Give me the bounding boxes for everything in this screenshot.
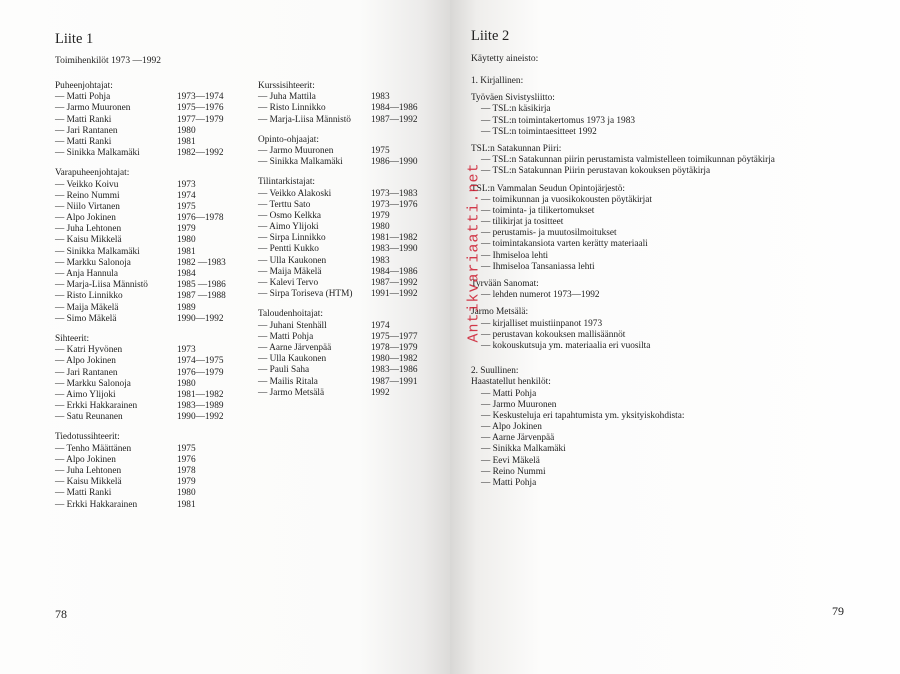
source-item: — Ihmiseloa lehti — [481, 250, 549, 261]
official-years: 1980 — [177, 235, 196, 246]
official-years: 1983—1990 — [371, 244, 418, 255]
page-title: Liite 2 — [471, 28, 510, 44]
official-name: — Tenho Määttänen — [55, 443, 132, 454]
group-heading: Taloudenhoitajat: — [258, 309, 323, 320]
official-name: — Marja-Liisa Männistö — [258, 114, 351, 125]
official-years: 1982—1992 — [177, 148, 224, 159]
official-years: 1978 — [177, 466, 196, 477]
official-row — [258, 278, 448, 289]
official-years: 1973 — [177, 179, 196, 190]
official-row — [258, 211, 448, 222]
official-name: — Kalevi Tervo — [258, 278, 319, 289]
official-name: — Aimo Ylijoki — [258, 222, 319, 233]
official-name: — Alpo Jokinen — [55, 213, 116, 224]
source-item: — Sinikka Malkamäki — [481, 444, 566, 455]
official-row — [55, 103, 255, 114]
official-name: — Ulla Kaukonen — [258, 255, 327, 266]
official-years: 1981 — [177, 246, 196, 257]
official-row — [55, 115, 255, 126]
source-material-list — [471, 76, 775, 489]
officials-group — [55, 432, 255, 510]
source-item: — Alpo Jokinen — [481, 422, 542, 433]
official-row — [55, 191, 255, 202]
official-years: 1973—1976 — [371, 199, 418, 210]
official-years: 1981 — [177, 499, 196, 510]
official-row — [258, 92, 448, 103]
official-row — [55, 303, 255, 314]
source-heading: 1. Kirjallinen: — [471, 76, 524, 86]
official-row — [55, 247, 255, 258]
official-row — [258, 157, 448, 168]
source-item: — toimikunnan ja vuosikokousten pöytäkirjat — [481, 194, 652, 205]
group-heading: Opinto-ohjaajat: — [258, 134, 319, 145]
official-row — [55, 235, 255, 246]
source-item: — Ihmiseloa Tansaniassa lehti — [481, 261, 595, 272]
official-years: 1982 —1983 — [177, 257, 226, 268]
official-years: 1983 — [371, 255, 390, 266]
official-row — [55, 213, 255, 224]
source-heading: Työväen Sivistysliitto: — [471, 93, 555, 104]
official-name: — Sinikka Malkamäki — [258, 157, 343, 168]
official-name: — Risto Linnikko — [258, 103, 326, 114]
official-years: 1973—1983 — [371, 188, 418, 199]
official-years: 1981—1982 — [371, 233, 418, 244]
official-row — [55, 477, 255, 488]
official-row — [55, 148, 255, 159]
source-item: — TSL:n toimintakertomus 1973 ja 1983 — [481, 115, 635, 126]
official-row — [258, 321, 448, 332]
source-item: — lehden numerot 1973—1992 — [481, 290, 600, 301]
official-name: — Sirpa Toriseva (HTM) — [258, 289, 353, 300]
official-years: 1977—1979 — [177, 114, 224, 125]
official-row — [55, 280, 255, 291]
official-name: — Jarmo Metsälä — [258, 387, 325, 398]
official-name: — Katri Hyvönen — [55, 345, 123, 356]
source-heading: Tyrvään Sanomat: — [471, 279, 539, 289]
official-years: 1975 — [371, 145, 390, 156]
official-name: — Matti Ranki — [55, 488, 112, 499]
official-row — [55, 368, 255, 379]
official-row — [258, 189, 448, 200]
source-item: — kokouskutsuja ym. materiaalia eri vuosilta — [481, 340, 651, 351]
official-years: 1983—1986 — [371, 365, 418, 376]
official-name: — Jari Rantanen — [55, 367, 118, 378]
official-name: — Sinikka Malkamäki — [55, 148, 140, 159]
official-row — [258, 244, 448, 255]
officials-group — [258, 81, 448, 126]
official-name: — Veikko Koivu — [55, 179, 119, 190]
official-years: 1981—1982 — [177, 389, 224, 400]
official-name: — Maija Mäkelä — [258, 266, 322, 277]
official-name: — Maija Mäkelä — [55, 302, 119, 313]
official-name: — Matti Ranki — [55, 136, 112, 147]
source-heading: 2. Suullinen: — [471, 366, 519, 377]
official-years: 1983—1989 — [177, 401, 224, 412]
official-name: — Sinikka Malkamäki — [55, 246, 140, 257]
official-name: — Anja Hannula — [55, 269, 118, 280]
official-name: — Kaisu Mikkelä — [55, 235, 122, 246]
official-name: — Juhani Stenhäll — [258, 320, 327, 331]
source-item: — Keskusteluja eri tapahtumista ym. yksityiskohdista: — [481, 410, 685, 421]
official-years: 1974 — [177, 190, 196, 201]
official-years: 1991—1992 — [371, 289, 418, 300]
official-years: 1973 — [177, 345, 196, 356]
official-row — [55, 500, 255, 511]
official-name: — Risto Linnikko — [55, 291, 123, 302]
source-item: — perustamis- ja muutosilmoitukset — [481, 228, 617, 239]
page-number: 79 — [832, 604, 844, 618]
official-name: — Pentti Kukko — [258, 244, 319, 255]
official-name: — Markku Salonoja — [55, 257, 131, 268]
official-row — [258, 343, 448, 354]
official-years: 1980 — [371, 222, 390, 233]
official-row — [55, 444, 255, 455]
official-years: 1975 — [177, 201, 196, 212]
official-row — [258, 256, 448, 267]
official-years: 1976—1978 — [177, 213, 224, 224]
official-row — [258, 103, 448, 114]
official-years: 1975—1977 — [371, 331, 418, 342]
official-years: 1980—1982 — [371, 354, 418, 365]
official-name: — Juha Lehtonen — [55, 224, 122, 235]
source-item: — TSL:n Satakunnan piirin perustamista valmistelleen toimikunnan pöytäkirja — [481, 155, 775, 166]
official-row — [55, 269, 255, 280]
source-item: — Jarmo Muuronen — [481, 399, 557, 410]
official-years: 1987—1991 — [371, 376, 418, 387]
official-years: 1979 — [177, 477, 196, 488]
source-heading: Jarmo Metsälä: — [471, 307, 529, 318]
official-name: — Sirpa Linnikko — [258, 233, 326, 244]
page-subtitle: Käytetty aineisto: — [471, 54, 539, 64]
official-row — [55, 488, 255, 499]
official-years: 1979 — [371, 210, 390, 221]
official-years: 1980 — [177, 125, 196, 136]
official-years: 1986—1990 — [371, 157, 418, 168]
source-item: — kirjalliset muistiinpanot 1973 — [481, 318, 603, 329]
officials-column-1 — [55, 81, 255, 511]
official-name: — Juha Lehtonen — [55, 466, 122, 477]
official-name: — Ulla Kaukonen — [258, 354, 327, 365]
official-row — [258, 289, 448, 300]
official-years: 1984 — [177, 269, 196, 280]
official-years: 1983 — [371, 92, 390, 103]
official-years: 1975 — [177, 443, 196, 454]
group-heading: Sihteerit: — [55, 333, 90, 344]
official-row — [55, 455, 255, 466]
source-item: — tilikirjat ja tositteet — [481, 217, 564, 228]
official-years: 1992 — [371, 387, 390, 398]
group-heading: Varapuheenjohtajat: — [55, 168, 130, 179]
page-subtitle: Toimihenkilöt 1973 —1992 — [55, 56, 161, 66]
officials-group — [55, 334, 255, 424]
official-years: 1974 — [371, 320, 390, 331]
group-heading: Puheenjohtajat: — [55, 81, 113, 91]
official-name: — Simo Mäkelä — [55, 313, 117, 324]
source-item: — Aarne Järvenpää — [481, 433, 555, 444]
official-row — [55, 379, 255, 390]
official-name: — Kaisu Mikkelä — [55, 477, 122, 488]
official-row — [55, 291, 255, 302]
official-row — [258, 233, 448, 244]
official-row — [55, 412, 255, 423]
official-row — [258, 365, 448, 376]
official-name: — Pauli Saha — [258, 365, 310, 376]
official-row — [55, 126, 255, 137]
officials-group — [258, 177, 448, 300]
official-row — [258, 222, 448, 233]
source-item: — Matti Pohja — [481, 478, 537, 488]
official-row — [258, 267, 448, 278]
official-name: — Veikko Alakoski — [258, 188, 332, 199]
official-row — [55, 180, 255, 191]
official-name: — Matti Ranki — [55, 114, 112, 125]
official-name: — Juha Mattila — [258, 92, 316, 103]
official-name: — Aarne Järvenpää — [258, 343, 332, 353]
official-name: — Jari Rantanen — [55, 125, 118, 136]
official-name: — Mailis Ritala — [258, 376, 318, 387]
official-row — [258, 146, 448, 157]
official-row — [55, 258, 255, 269]
official-years: 1987—1992 — [371, 114, 418, 125]
official-name: — Matti Pohja — [258, 331, 314, 342]
official-row — [55, 137, 255, 148]
page-title: Liite 1 — [55, 31, 94, 47]
official-name: — Marja-Liisa Männistö — [55, 280, 148, 291]
official-row — [55, 224, 255, 235]
official-row — [55, 390, 255, 401]
official-name: — Matti Pohja — [55, 92, 111, 103]
official-row — [258, 200, 448, 211]
official-years: 1985 —1986 — [177, 280, 226, 291]
official-years: 1979 — [177, 224, 196, 235]
official-row — [55, 466, 255, 477]
official-years: 1987—1992 — [371, 278, 418, 289]
source-item: — Reino Nummi — [481, 466, 546, 477]
official-name: — Satu Reunanen — [55, 412, 123, 423]
official-years: 1975—1976 — [177, 103, 224, 114]
official-name: — Aimo Ylijoki — [55, 389, 116, 400]
source-heading: TSL:n Vammalan Seudun Opintojärjestö: — [471, 183, 625, 194]
page-number: 78 — [55, 607, 67, 621]
official-years: 1987 —1988 — [177, 291, 226, 302]
source-heading: TSL:n Satakunnan Piiri: — [471, 143, 562, 154]
source-item: — TSL:n Satakunnan Piirin perustavan kokouksen pöytäkirja — [481, 166, 711, 177]
group-heading: Tiedotussihteerit: — [55, 432, 120, 443]
source-item: — toimintakansiota varten kerätty materiaali — [481, 239, 648, 250]
official-years: 1974—1975 — [177, 356, 224, 367]
official-row — [55, 356, 255, 367]
official-name: — Alpo Jokinen — [55, 356, 116, 367]
right-page — [450, 0, 900, 674]
official-name: — Jarmo Muuronen — [258, 145, 334, 156]
officials-group — [55, 81, 255, 159]
official-row — [55, 345, 255, 356]
officials-group — [55, 168, 255, 325]
official-name: — Reino Nummi — [55, 190, 120, 201]
group-heading: Tilintarkistajat: — [258, 177, 315, 188]
officials-group — [258, 135, 448, 169]
official-row — [258, 377, 448, 388]
official-row — [258, 388, 448, 399]
official-years: 1976—1979 — [177, 367, 224, 378]
official-row — [55, 92, 255, 103]
official-name: — Alpo Jokinen — [55, 454, 116, 465]
source-item: — Matti Pohja — [481, 388, 537, 399]
official-years: 1990—1992 — [177, 412, 224, 423]
official-years: 1973—1974 — [177, 92, 224, 103]
official-row — [258, 332, 448, 343]
official-years: 1980 — [177, 378, 196, 389]
official-years: 1976 — [177, 454, 196, 465]
group-heading: Kurssisihteerit: — [258, 81, 315, 91]
official-name: — Jarmo Muuronen — [55, 103, 131, 114]
officials-group — [258, 309, 448, 399]
official-name: — Niilo Virtanen — [55, 201, 120, 212]
official-row — [55, 314, 255, 325]
official-row — [258, 115, 448, 126]
watermark-stamp: Antikvariaatti.net — [465, 162, 483, 343]
source-item: — perustavan kokouksen mallisäännöt — [481, 329, 626, 340]
source-item: — TSL:n toimintaesitteet 1992 — [481, 126, 597, 137]
official-years: 1990—1992 — [177, 313, 224, 324]
official-name: — Erkki Hakkarainen — [55, 401, 138, 412]
source-item: — Eevi Mäkelä — [481, 455, 540, 466]
official-name: — Terttu Sato — [258, 199, 311, 210]
official-name: — Markku Salonoja — [55, 378, 131, 389]
official-years: 1978—1979 — [371, 343, 418, 353]
official-years: 1980 — [177, 488, 196, 499]
official-row — [55, 401, 255, 412]
official-name: — Osmo Kelkka — [258, 210, 322, 221]
officials-column-2 — [258, 81, 448, 399]
source-heading: Haastatellut henkilöt: — [471, 377, 551, 388]
official-row — [55, 202, 255, 213]
official-years: 1989 — [177, 302, 196, 313]
official-years: 1981 — [177, 136, 196, 147]
official-name: — Erkki Hakkarainen — [55, 499, 138, 510]
official-years: 1984—1986 — [371, 266, 418, 277]
official-years: 1984—1986 — [371, 103, 418, 114]
source-item: — toiminta- ja tilikertomukset — [481, 205, 595, 216]
official-row — [258, 354, 448, 365]
source-item: — TSL:n käsikirja — [481, 104, 551, 115]
